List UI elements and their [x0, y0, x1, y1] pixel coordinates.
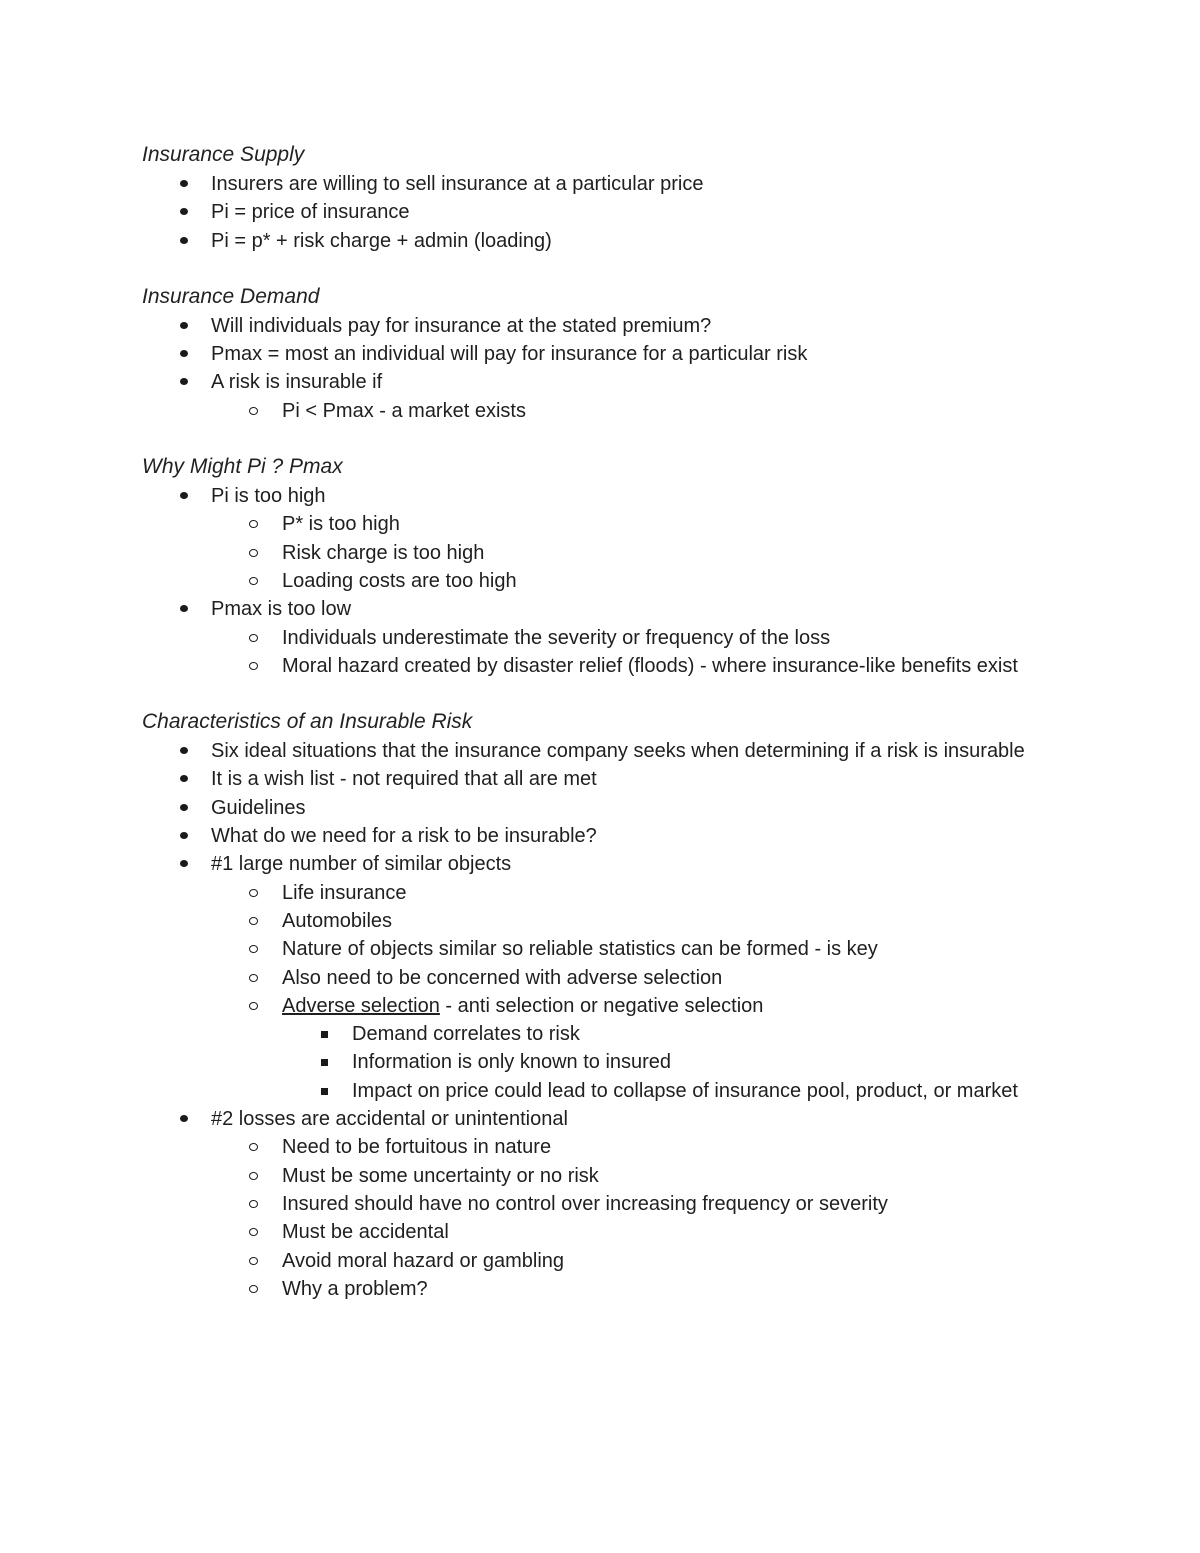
list-item: [142, 482, 1042, 595]
sub-list-item: [211, 539, 1042, 567]
sub-list-item: [211, 1247, 1042, 1275]
list-item: [142, 765, 1042, 793]
list-item: [142, 737, 1042, 765]
hollow-bullet-icon: [249, 1002, 258, 1010]
filled-bullet-icon: [180, 208, 188, 215]
sub-list-item: [211, 1275, 1042, 1303]
hollow-bullet-icon: [249, 945, 258, 953]
section-heading: Why Might Pi ? Pmax: [142, 455, 343, 479]
list-item: [142, 794, 1042, 822]
list-item: [142, 340, 1042, 368]
sub-list: [211, 397, 1042, 425]
sub-sub-list-item: [282, 1020, 1042, 1048]
sub-list: [211, 510, 1042, 595]
bullet-list: [142, 312, 1042, 425]
list-item-text: Insurers are willing to sell insurance at a particular price: [211, 173, 704, 195]
list-item-text: #1 large number of similar objects: [211, 853, 512, 876]
list-item-text: Information is only known to insured: [352, 1051, 672, 1074]
sub-list: [211, 879, 1042, 1105]
list-item-text: Individuals underestimate the severity or frequency of the loss: [282, 626, 831, 649]
hollow-bullet-icon: [249, 577, 258, 585]
square-bullet-icon: [321, 1088, 328, 1095]
hollow-bullet-icon: [249, 1228, 258, 1236]
hollow-bullet-icon: [249, 549, 258, 557]
hollow-bullet-icon: [249, 974, 258, 982]
list-item-text: Automobiles: [282, 909, 393, 932]
list-item: [142, 198, 1042, 226]
filled-bullet-icon: [180, 492, 188, 499]
list-item: [142, 170, 1042, 198]
section-heading: Insurance Demand: [142, 284, 320, 308]
list-item-text: Will individuals pay for insurance at the stated premium?: [211, 314, 712, 337]
filled-bullet-icon: [180, 322, 188, 329]
filled-bullet-icon: [180, 605, 188, 612]
section-insurance-supply: [142, 140, 1042, 255]
filled-bullet-icon: [180, 747, 188, 754]
filled-bullet-icon: [180, 804, 188, 811]
sub-list-item: [211, 964, 1042, 992]
hollow-bullet-icon: [249, 1200, 258, 1208]
list-item-text: Pmax is too low: [211, 598, 352, 621]
sub-list-item: [211, 510, 1042, 538]
sub-list: [211, 624, 1042, 681]
filled-bullet-icon: [180, 775, 188, 782]
list-item-text: Moral hazard created by disaster relief (floods) - where insurance-like benefits exist: [282, 654, 1018, 677]
sub-list-item: [211, 1162, 1042, 1190]
list-item-text: Avoid moral hazard or gambling: [282, 1249, 565, 1272]
list-item-text: Nature of objects similar so reliable statistics can be formed - is key: [282, 938, 878, 961]
section-insurance-demand: [142, 282, 1042, 425]
list-item-text: Pi < Pmax - a market exists: [282, 399, 526, 422]
list-item: [142, 595, 1042, 680]
sub-list-item: [211, 907, 1042, 935]
hollow-bullet-icon: [249, 917, 258, 925]
list-item-text: Pmax = most an individual will pay for insurance for a particular risk: [211, 343, 808, 366]
list-item-text: Risk charge is too high: [282, 541, 485, 564]
filled-bullet-icon: [180, 350, 188, 357]
list-item-text: Demand correlates to risk: [352, 1023, 580, 1046]
sub-list-item: [211, 1190, 1042, 1218]
square-bullet-icon: [321, 1059, 328, 1066]
list-item-text: A risk is insurable if: [211, 371, 383, 394]
list-item-text: #2 losses are accidental or unintentional: [211, 1108, 568, 1131]
sub-list-item: [211, 397, 1042, 425]
hollow-bullet-icon: [249, 662, 258, 670]
sub-list-item: [211, 567, 1042, 595]
sub-sub-list-item: [282, 1077, 1042, 1105]
sub-sub-list-item: [282, 1048, 1042, 1076]
hollow-bullet-icon: [249, 1143, 258, 1151]
list-item: [142, 1105, 1042, 1303]
list-item-text: Pi is too high: [211, 485, 326, 508]
list-item-text: Insured should have no control over increasing frequency or severity: [282, 1192, 888, 1215]
hollow-bullet-icon: [249, 889, 258, 897]
hollow-bullet-icon: [249, 1172, 258, 1180]
sub-list-item: [211, 935, 1042, 963]
section-heading: Insurance Supply: [142, 143, 305, 166]
list-item: [142, 850, 1042, 1105]
list-item-text: What do we need for a risk to be insurable?: [211, 825, 597, 848]
sub-list-item: [211, 624, 1042, 652]
list-item: [142, 312, 1042, 340]
filled-bullet-icon: [180, 378, 188, 385]
list-item: [142, 368, 1042, 425]
hollow-bullet-icon: [249, 1257, 258, 1265]
sub-list-item: [211, 1133, 1042, 1161]
sub-list-item: [211, 879, 1042, 907]
adverse-selection-term: Adverse selection: [282, 994, 440, 1017]
document-body: [142, 140, 1042, 1330]
list-item-text: Six ideal situations that the insurance company seeks when determining if a risk is insurable: [211, 740, 1025, 763]
list-item-text: Also need to be concerned with adverse selection: [282, 966, 723, 989]
list-item-text: Need to be fortuitous in nature: [282, 1136, 552, 1159]
filled-bullet-icon: [180, 180, 188, 187]
sub-list-item: [211, 652, 1042, 680]
list-item-text: P* is too high: [282, 513, 400, 536]
bullet-list: [142, 737, 1042, 1303]
filled-bullet-icon: [180, 237, 188, 244]
list-item-text: Impact on price could lead to collapse of insurance pool, product, or market: [352, 1079, 1018, 1102]
list-item-text: Life insurance: [282, 881, 407, 904]
section-characteristics-insurable-risk: [142, 707, 1042, 1303]
sub-sub-list: [282, 1020, 1042, 1105]
filled-bullet-icon: [180, 1115, 188, 1122]
list-item-text: - anti selection or negative selection: [439, 994, 764, 1017]
section-why-might-pi-pmax: [142, 452, 1042, 680]
hollow-bullet-icon: [249, 520, 258, 528]
filled-bullet-icon: [180, 832, 188, 839]
filled-bullet-icon: [180, 860, 188, 867]
sub-list-item: [211, 1218, 1042, 1246]
hollow-bullet-icon: [249, 634, 258, 642]
bullet-list: [142, 170, 1042, 255]
hollow-bullet-icon: [249, 407, 258, 415]
list-item-text: Loading costs are too high: [282, 569, 517, 592]
list-item: [142, 822, 1042, 850]
list-item-text: Pi = p* + risk charge + admin (loading): [211, 229, 552, 252]
list-item-text: Pi = price of insurance: [211, 201, 410, 224]
list-item-text: Guidelines: [211, 796, 306, 819]
hollow-bullet-icon: [249, 1285, 258, 1293]
list-item: [142, 227, 1042, 255]
section-heading: Characteristics of an Insurable Risk: [142, 710, 473, 734]
sub-list-item: [211, 992, 1042, 1105]
bullet-list: [142, 482, 1042, 680]
list-item-text: Must be accidental: [282, 1221, 449, 1244]
list-item-text: Why a problem?: [282, 1277, 428, 1300]
list-item-text: It is a wish list - not required that all are met: [211, 768, 597, 791]
sub-list: [211, 1133, 1042, 1303]
list-item-text: Must be some uncertainty or no risk: [282, 1164, 599, 1187]
square-bullet-icon: [321, 1031, 328, 1038]
